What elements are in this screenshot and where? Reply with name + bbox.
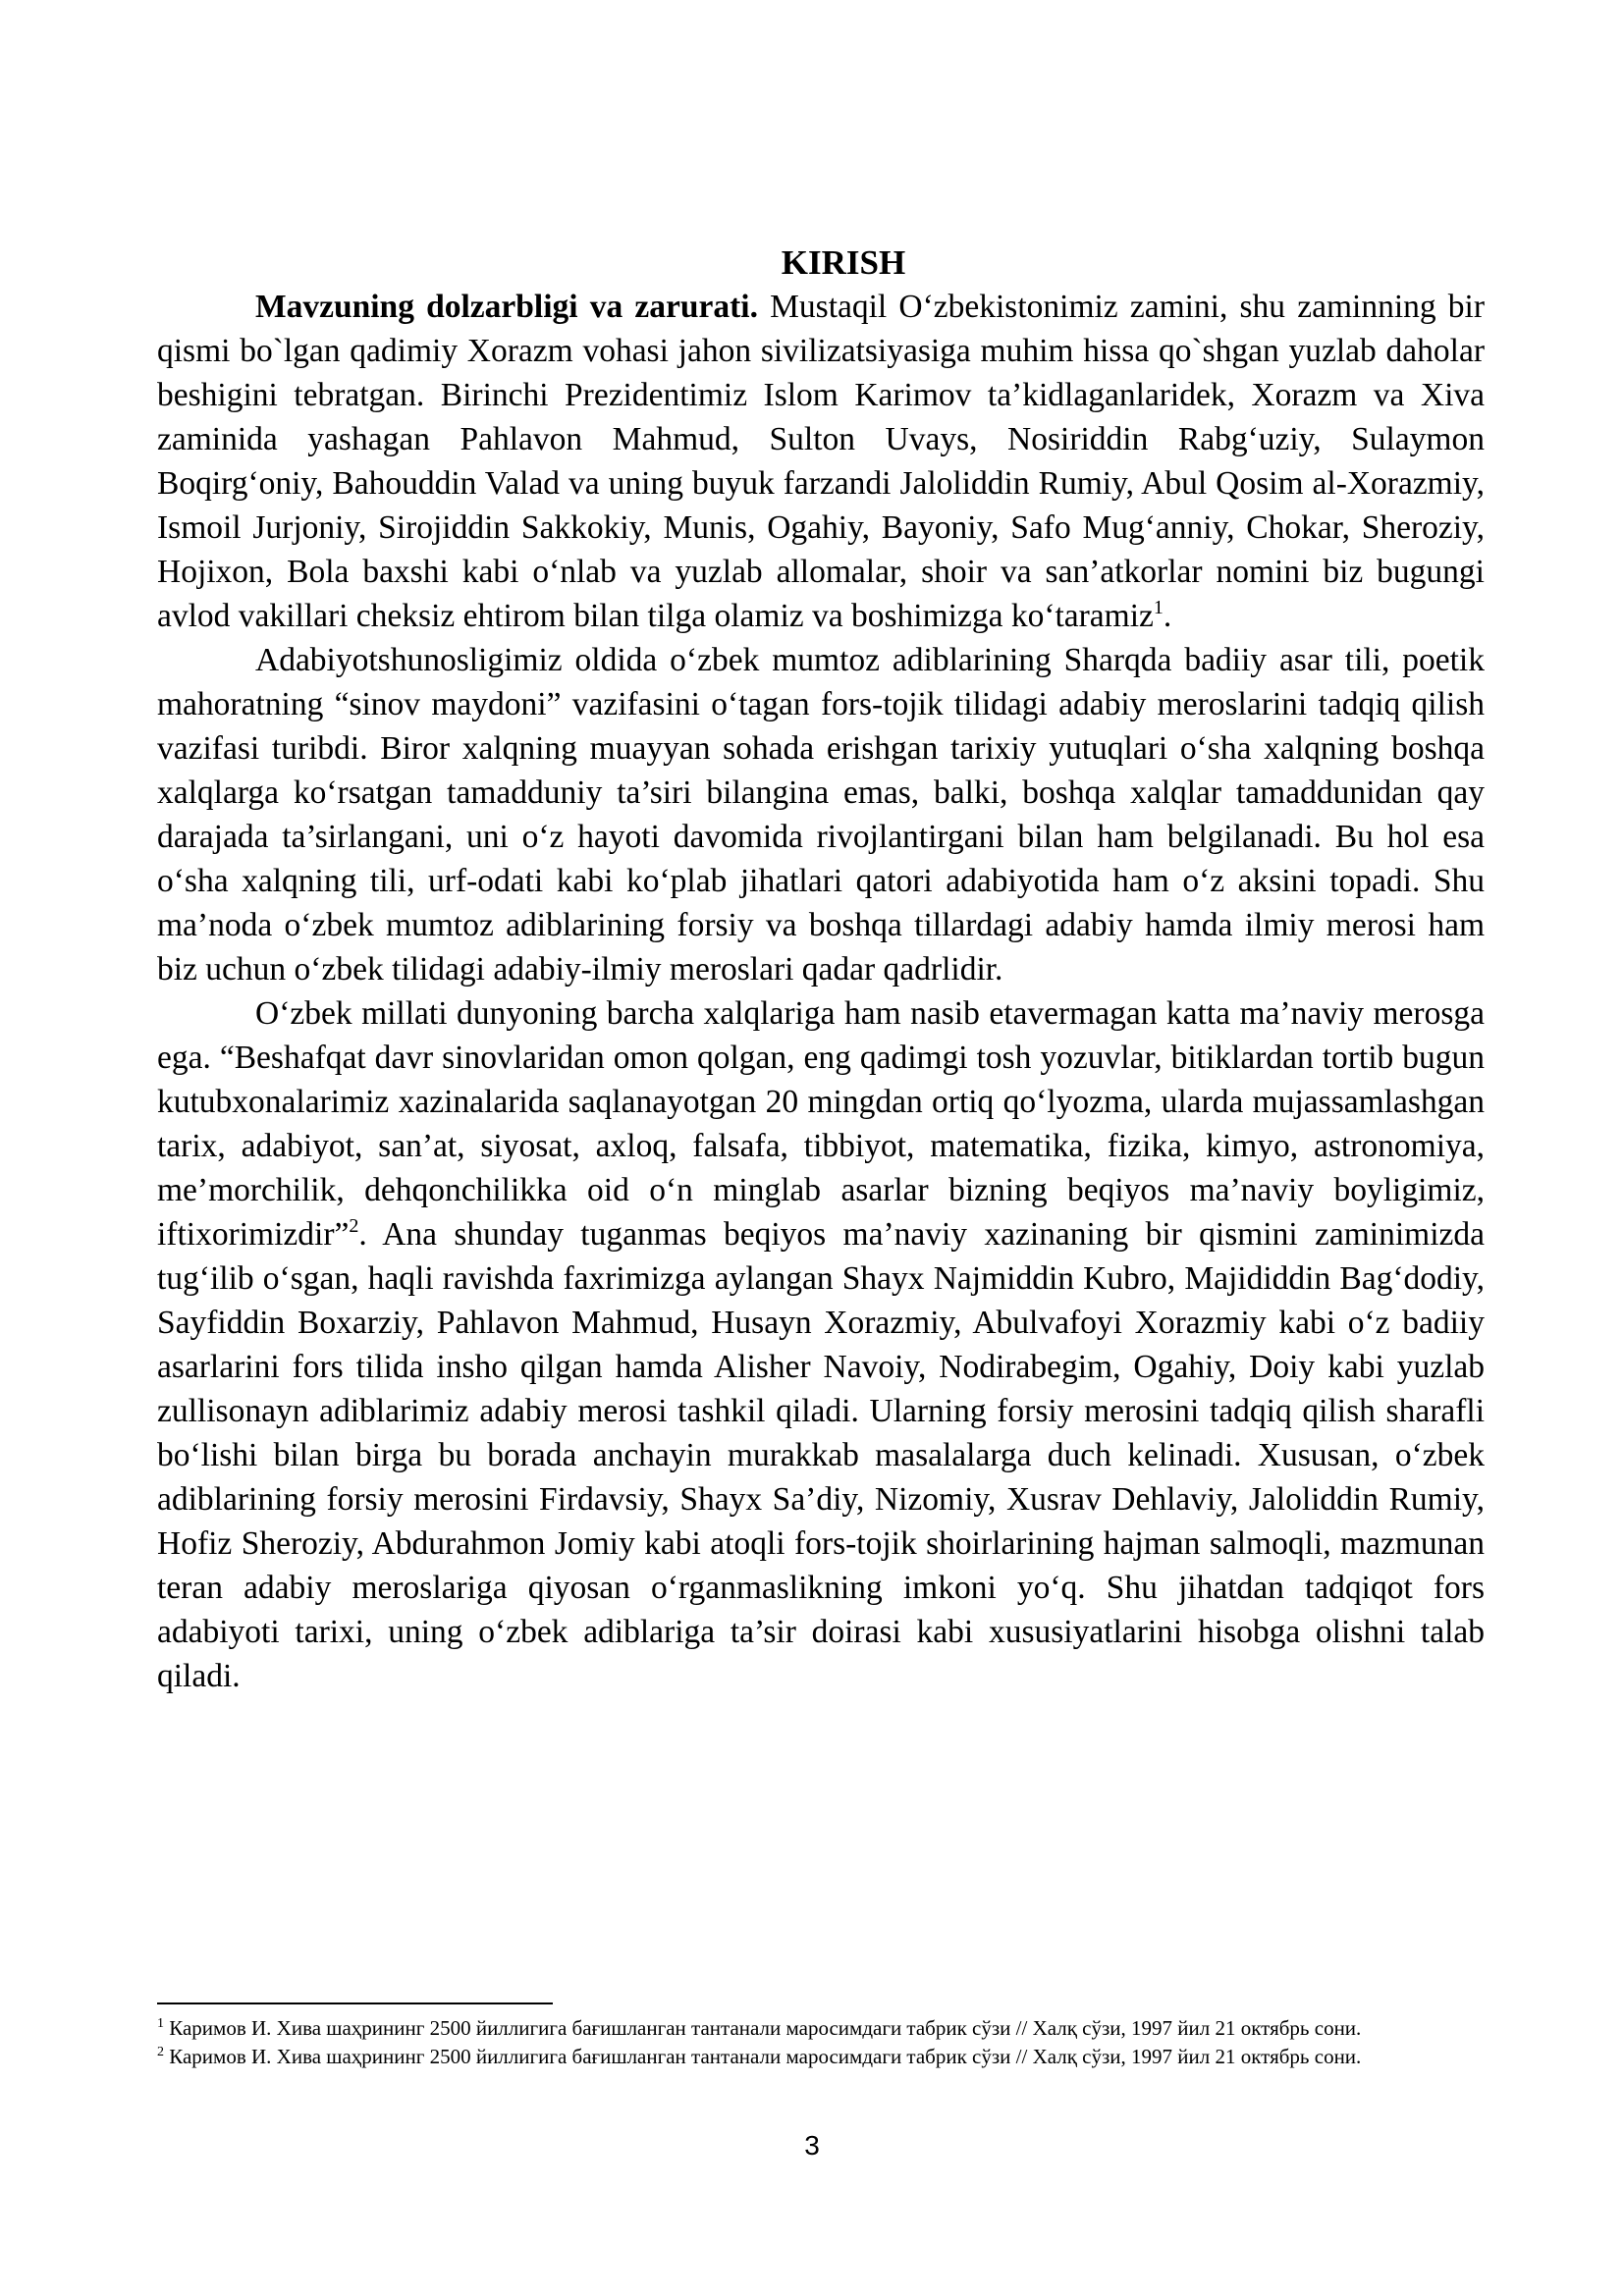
paragraph-relevance bbox=[157, 285, 1485, 638]
footnote-number: 2 bbox=[157, 2045, 164, 2059]
footnotes bbox=[157, 2014, 1485, 2071]
main-content bbox=[157, 241, 1485, 1698]
paragraph-text-tail: . bbox=[1163, 598, 1172, 634]
footnote-separator bbox=[157, 2002, 553, 2004]
paragraph-text: O‘zbek millati dunyoning barcha xalqlariga ham nasib etavermagan katta ma’naviy merosga ega. “Beshafqat davr sinovlaridan omon qolgan, eng qadimgi tosh yozuvlar, bitiklardan tortib bugun kutubxonalarimiz xazinalarida saqlanayotgan 20 mingdan ortiq qo‘lyozma, ularda mujassamlashgan tarix, adabiyot, san’at, siyosat, axloq, falsafa, tibbiyot, matematika, fizika, kimyo, astronomiya, me’morchilik, dehqonchilikka oid o‘n minglab asarlar bizning beqiyos ma’naviy boyligimiz, iftixorimizdir” bbox=[157, 995, 1485, 1253]
footnote-2 bbox=[157, 2043, 1485, 2071]
footnote-ref-2[interactable]: 2 bbox=[349, 1215, 359, 1237]
paragraph-heritage bbox=[157, 991, 1485, 1698]
page-number: 3 bbox=[804, 2130, 820, 2161]
paragraph-text: Adabiyotshunosligimiz oldida o‘zbek mumtoz adiblarining Sharqda badiiy asar tili, poetik mahoratning “sinov maydoni” vazifasini o‘tagan fors-tojik tilidagi adabiy meroslarini tadqiq qilish vazifasi turibdi. Biror xalqning muayyan sohada erishgan tarixiy yutuqlari o‘sha xalqning boshqa xalqlarga ko‘rsatgan tamadduniy ta’siri bilangina emas, balki, boshqa xalqlar tamaddunidan qay darajada ta’sirlangani, uni o‘z hayoti davomida rivojlantirgani bilan ham belgilanadi. Bu hol esa o‘sha xalqning tili, urf-odati kabi ko‘plab jihatlari qatori adabiyotida ham o‘z aksini topadi. Shu ma’noda o‘zbek mumtoz adiblarining forsiy va boshqa tillardagi adabiy hamda ilmiy merosi ham biz uchun o‘zbek tilidagi adabiy-ilmiy meroslari qadar qadrlidir. bbox=[157, 642, 1485, 988]
footnote-ref-1[interactable]: 1 bbox=[1153, 597, 1164, 618]
paragraph-text: Mustaqil O‘zbekistonimiz zamini, shu zaminning bir qismi bo`lgan qadimiy Xorazm vohasi jahon sivilizatsiyasiga muhim hissa qo`shgan yuzlab daholar beshigini tebratgan. Birinchi Prezidentimiz Islom Karimov ta’kidlaganlaridek, Xorazm va Xiva zaminida yashagan Pahlavon Mahmud, Sulton Uvays, Nosiriddin Rabg‘uziy, Sulaymon Boqirg‘oniy, Bahouddin Valad va uning buyuk farzandi Jaloliddin Rumiy, Abul Qosim al-Xorazmiy, Ismoil Jurjoniy, Sirojiddin Sakkokiy, Munis, Ogahiy, Bayoniy, Safo Mug‘anniy, Chokar, Sheroziy, Hojixon, Bola baxshi kabi o‘nlab va yuzlab allomalar, shoir va san’atkorlar nomini biz bugungi avlod vakillari cheksiz ehtirom bilan tilga olamiz va boshimizga ko‘taramiz bbox=[157, 289, 1485, 634]
footnote-text: Каримов И. Хива шаҳрининг 2500 йиллигига бағишланган тантанали маросимдаги табрик сўзи // Халқ сўзи, 1997 йил 21 октябрь сони. bbox=[164, 2016, 1362, 2040]
footnote-1 bbox=[157, 2014, 1485, 2043]
paragraph-text-tail: . Ana shunday tuganmas beqiyos ma’naviy xazinaning bir qismini zaminimizda tug‘ilib o‘sgan, haqli ravishda faxrimizga aylangan Shayx Najmiddin Kubro, Majididdin Bag‘dodiy, Sayfiddin Boxarziy, Pahlavon Mahmud, Husayn Xorazmiy, Abulvafoyi Xorazmiy kabi o‘z badiiy asarlarini fors tilida insho qilgan hamda Alisher Navoiy, Nodirabegim, Ogahiy, Doiy kabi yuzlab zullisonayn adiblarimiz adabiy merosi tashkil qiladi. Ularning forsiy merosini tadqiq qilish sharafli bo‘lishi bilan birga bu borada anchayin murakkab masalalarga duch kelinadi. Xususan, o‘zbek adiblarining forsiy merosini Firdavsiy, Shayx Sa’diy, Nizomiy, Xusrav Dehlaviy, Jaloliddin Rumiy, Hofiz Sheroziy, Abdurahmon Jomiy kabi atoqli fors-tojik shoirlarining hajman salmoqli, mazmunan teran adabiy meroslariga qiyosan o‘rganmaslikning imkoni yo‘q. Shu jihatdan tadqiqot fors adabiyoti tarixi, uning o‘zbek adiblariga ta’sir doirasi kabi xususiyatlarini hisobga olishni talab qiladi. bbox=[157, 1216, 1485, 1694]
page-title: KIRISH bbox=[781, 243, 906, 282]
paragraph-lead-heading: Mavzuning dolzarbligi va zarurati. bbox=[255, 289, 758, 325]
footnote-number: 1 bbox=[157, 2016, 164, 2031]
paragraph-literary-studies bbox=[157, 638, 1485, 991]
footnote-text: Каримов И. Хива шаҳрининг 2500 йиллигига бағишланган тантанали маросимдаги табрик сўзи // Халқ сўзи, 1997 йил 21 октябрь сони. bbox=[164, 2045, 1362, 2068]
